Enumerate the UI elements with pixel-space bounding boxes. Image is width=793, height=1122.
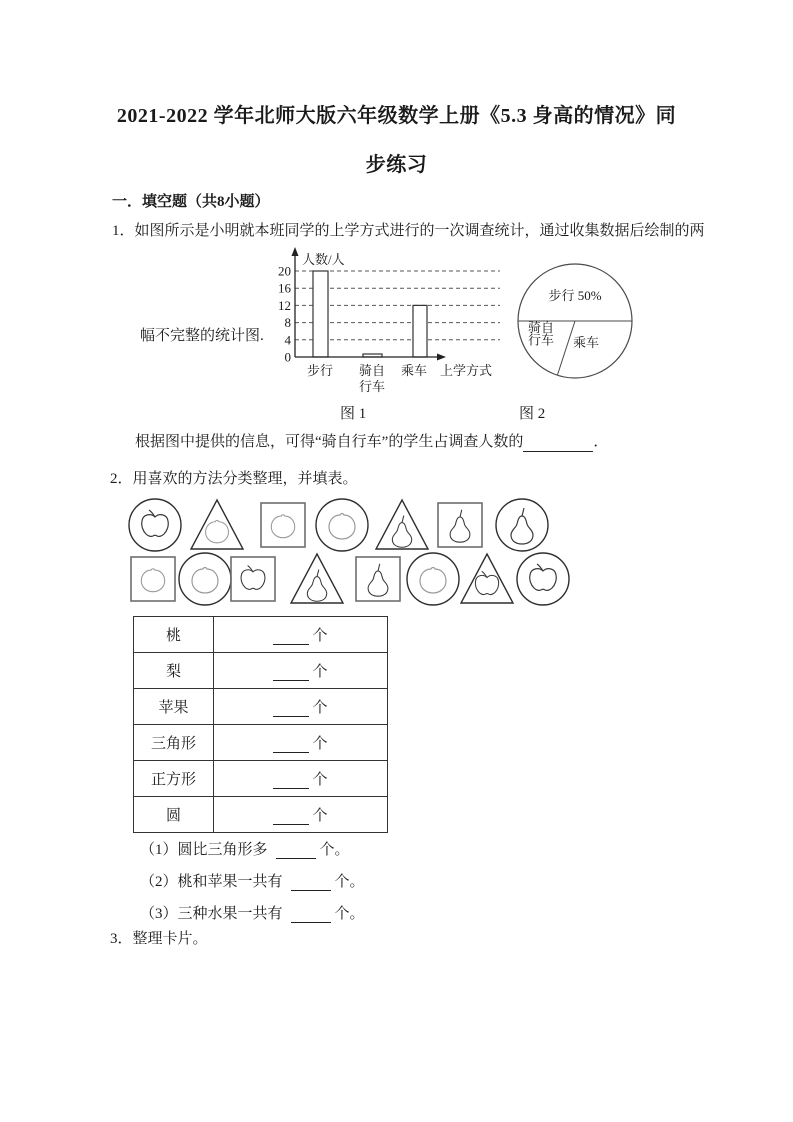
shape-circle-pear [493, 496, 551, 554]
tally-row [134, 761, 388, 797]
tally-value-cell [214, 653, 388, 689]
tally-row [134, 617, 388, 653]
shape-square-pear [431, 496, 489, 554]
pie-slice-label: 乘车 [572, 335, 600, 350]
document-title [0, 92, 793, 190]
answer-blank [273, 664, 309, 681]
bar-步行 [313, 271, 328, 357]
shape-circle-peach [313, 496, 371, 554]
answer-blank [291, 874, 331, 891]
category-label: 乘车 [400, 363, 428, 378]
tally-value-cell [214, 761, 388, 797]
tally-value-cell [214, 617, 388, 653]
tally-label: 桃 [134, 617, 214, 653]
y-tick-label: 8 [284, 315, 291, 331]
tally-value-cell [214, 725, 388, 761]
unit-label: 个 [312, 772, 328, 788]
y-tick-label: 20 [278, 263, 291, 279]
tally-label: 圆 [134, 797, 214, 833]
unit-label: 个 [312, 808, 328, 824]
unit-label: 个 [312, 700, 328, 716]
y-tick-label: 4 [284, 332, 291, 348]
figure-2-caption: 图 2 [519, 406, 546, 422]
answer-blank [273, 808, 309, 825]
answer-blank [273, 772, 309, 789]
y-tick-label: 0 [284, 349, 291, 365]
tally-label: 三角形 [134, 725, 214, 761]
category-label: 骑自 [358, 363, 386, 378]
answer-blank [273, 736, 309, 753]
shape-circle-apple [514, 550, 572, 608]
shape-square-pear [349, 550, 407, 608]
tally-value-cell [214, 689, 388, 725]
question-3-text: 3．整理卡片。 [110, 931, 208, 947]
bar-乘车 [413, 305, 427, 357]
shape-triangle-apple [458, 550, 516, 608]
shape-triangle-pear [288, 550, 346, 608]
tally-row [134, 689, 388, 725]
category-label: 步行 [306, 363, 334, 378]
question-1-fill-text: 根据图中提供的信息，可得“骑自行车”的学生占调查人数的 [135, 434, 524, 450]
y-axis-label: 人数/人 [302, 252, 345, 267]
tally-row [134, 797, 388, 833]
category-label: 行车 [358, 379, 386, 394]
question-1-text-wrap: 幅不完整的统计图. [140, 328, 264, 344]
bar-chart-figure-1 [266, 246, 516, 406]
x-axis-label: 上学方式 [440, 363, 493, 378]
sub-question-1 [140, 838, 350, 859]
sub-question-2-text: （2）桃和苹果一共有 [140, 874, 283, 890]
sub-question-1-text: （1）圆比三角形多 [140, 842, 268, 858]
sub-question-2-unit: 个。 [334, 874, 365, 890]
answer-blank [276, 842, 316, 859]
y-axis-arrow-icon [292, 247, 299, 256]
figure-1-caption: 图 1 [340, 406, 367, 422]
tally-row [134, 725, 388, 761]
shape-triangle-pear [373, 496, 431, 554]
question-2-text: 2．用喜欢的方法分类整理，并填表。 [110, 471, 358, 487]
tally-value-cell [214, 797, 388, 833]
sub-question-1-unit: 个。 [319, 842, 350, 858]
unit-label: 个 [312, 628, 328, 644]
question-1-text: 1．如图所示是小明就本班同学的上学方式进行的一次调查统计，通过收集数据后绘制的两 [112, 223, 705, 239]
sub-question-3 [140, 902, 365, 923]
unit-label: 个 [312, 736, 328, 752]
tally-label: 苹果 [134, 689, 214, 725]
y-tick-label: 12 [278, 297, 291, 313]
answer-blank [291, 906, 331, 923]
tally-table [133, 616, 388, 833]
tally-label: 正方形 [134, 761, 214, 797]
section-header: 一．填空题（共8小题） [112, 194, 270, 210]
unit-label: 个 [312, 664, 328, 680]
pie-slice-label: 行车 [527, 332, 555, 348]
x-axis-arrow-icon [437, 354, 446, 361]
shape-square-apple [224, 550, 282, 608]
document-title-line2: 步练习 [365, 154, 428, 176]
sub-question-3-text: （3）三种水果一共有 [140, 906, 283, 922]
pie-chart-figure-2 [512, 258, 642, 390]
document-title-line1: 2021-2022 学年北师大版六年级数学上册《5.3 身高的情况》同 [116, 105, 677, 127]
shape-triangle-peach [188, 496, 246, 554]
tally-label: 梨 [134, 653, 214, 689]
shape-square-peach [254, 496, 312, 554]
question-1-fill-period: ． [593, 434, 609, 450]
shape-circle-peach [404, 550, 462, 608]
sub-question-2 [140, 870, 365, 891]
question-1-fill-line [135, 433, 608, 452]
y-tick-label: 16 [278, 280, 291, 296]
pie-slice-label: 步行 50% [548, 288, 602, 303]
answer-blank [523, 435, 593, 452]
tally-row [134, 653, 388, 689]
shape-square-peach [124, 550, 182, 608]
answer-blank [273, 628, 309, 645]
answer-blank [273, 700, 309, 717]
pie-slice-label: 骑自 [527, 320, 555, 335]
shape-circle-apple [126, 496, 184, 554]
sub-question-3-unit: 个。 [334, 906, 365, 922]
